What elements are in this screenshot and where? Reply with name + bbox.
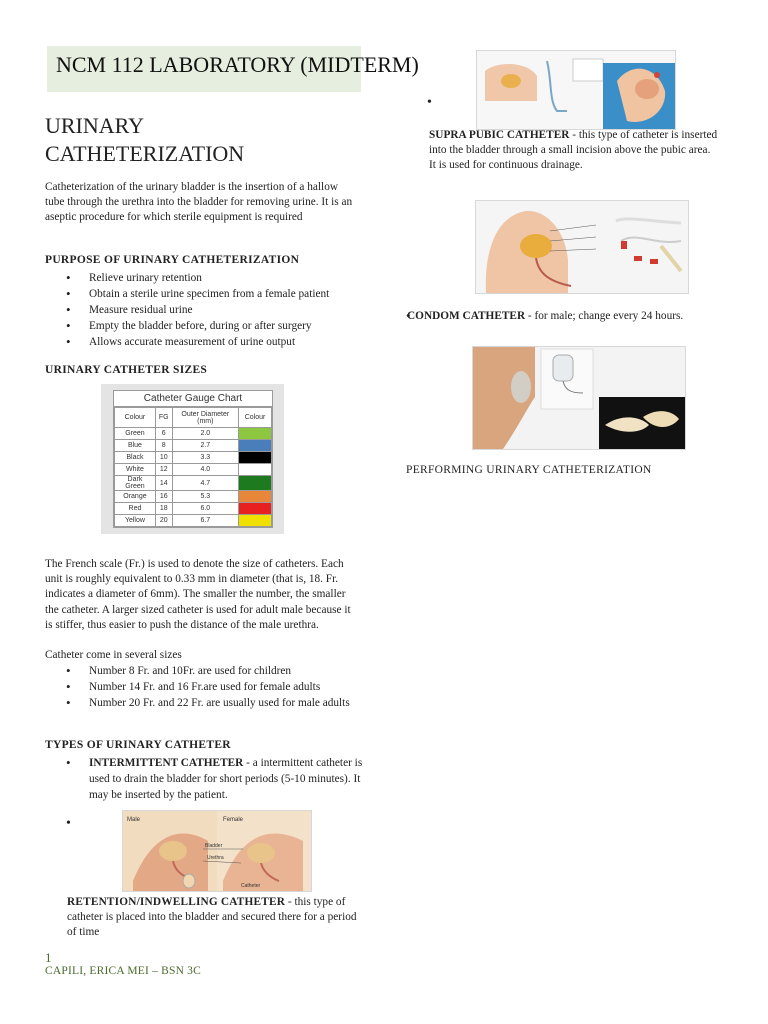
bullet: • (427, 95, 432, 110)
col-header-outer-diameter: Outer Diameter (mm) (172, 408, 238, 428)
cell-outer-diameter: 4.7 (172, 476, 238, 491)
anatomy-image (122, 810, 312, 892)
suprapubic-label: SUPRA PUBIC CATHETER (429, 129, 570, 141)
french-scale-paragraph: The French scale (Fr.) is used to denote the size of catheters. Each unit is roughly equivalent to 0.33 mm in diameter (that is, 18. Fr. indicates a diameter of 6mm). The smaller the number, the smaller the catheter. A larger sized catheter is used for adult male because it is stiffer, thus easier to push the distance of the male urethra. (45, 558, 351, 631)
condom-illustration (473, 347, 685, 449)
list-item: • Allows accurate measurement of urine output (45, 334, 365, 350)
intermittent-item (45, 755, 365, 803)
list-item: • Number 14 Fr. and 16 Fr.are used for female adults (45, 679, 365, 695)
cell-colour-name: Yellow (115, 515, 156, 527)
sizes-intro: Catheter come in several sizes (45, 649, 182, 661)
cell-colour-swatch (239, 476, 272, 491)
intermittent-label: INTERMITTENT CATHETER (89, 757, 244, 769)
list-item: • Number 8 Fr. and 10Fr. are used for children (45, 663, 365, 679)
table-row (115, 491, 272, 503)
cell-colour-swatch (239, 464, 272, 476)
table-row (115, 476, 272, 491)
purpose-list (45, 270, 365, 350)
retention-text: - this type of catheter is placed into the bladder and secured there for a period of time (67, 896, 357, 939)
cell-colour-swatch (239, 491, 272, 503)
condom-text: - for male; change every 24 hours. (525, 310, 684, 322)
bullet: • (66, 816, 71, 831)
cell-outer-diameter: 2.0 (172, 428, 238, 440)
doc-title (45, 112, 244, 168)
cell-fg: 8 (155, 440, 172, 452)
cell-outer-diameter: 2.7 (172, 440, 238, 452)
cell-outer-diameter: 4.0 (172, 464, 238, 476)
cell-colour-swatch (239, 440, 272, 452)
cell-colour-swatch (239, 503, 272, 515)
list-item: • Relieve urinary retention (45, 270, 365, 286)
cell-fg: 6 (155, 428, 172, 440)
retention-item (67, 895, 362, 941)
list-item (385, 308, 719, 324)
gauge-chart-title: Catheter Gauge Chart (114, 391, 272, 407)
cell-fg: 20 (155, 515, 172, 527)
cell-colour-swatch (239, 515, 272, 527)
suprapubic-image (476, 50, 676, 130)
condom-label: CONDOM CATHETER (407, 310, 526, 322)
cell-outer-diameter: 6.0 (172, 503, 238, 515)
footer-author: CAPILI, ERICA MEI – BSN 3C (45, 965, 201, 977)
header-title: NCM 112 LABORATORY (MIDTERM) (56, 52, 419, 77)
sizes-list (45, 663, 365, 711)
suprapubic-text: - this type of catheter is inserted into the bladder through a small incision above the pubic area. It is used for continuous drainage. (429, 129, 718, 172)
retention-label: RETENTION/INDWELLING CATHETER (67, 896, 286, 908)
suprapubic-item (429, 128, 719, 174)
anatomy-label-bladder: Bladder (205, 843, 223, 849)
types-heading: TYPES OF URINARY CATHETER (45, 739, 231, 751)
cell-colour-name: White (115, 464, 156, 476)
cell-fg: 14 (155, 476, 172, 491)
cell-colour-name: Blue (115, 440, 156, 452)
list-item (45, 755, 365, 803)
header-banner (47, 46, 419, 92)
condom-image (472, 346, 686, 450)
performing-heading: PERFORMING URINARY CATHETERIZATION (406, 464, 652, 476)
table-row (115, 464, 272, 476)
cell-colour-name: Green (115, 428, 156, 440)
cell-fg: 10 (155, 452, 172, 464)
cell-fg: 18 (155, 503, 172, 515)
list-item: • Measure residual urine (45, 302, 365, 318)
cell-colour-name: Red (115, 503, 156, 515)
anatomy-label-urethra: Urethra (207, 855, 224, 861)
intro-paragraph: Catheterization of the urinary bladder is the insertion of a hallow tube through the urethra into the bladder for removing urine. It is an aseptic procedure for which sterile equipment is required (45, 181, 353, 224)
list-item: • Obtain a sterile urine specimen from a female patient (45, 286, 365, 302)
cell-colour-swatch (239, 428, 272, 440)
cell-colour-swatch (239, 452, 272, 464)
doc-title-line1: URINARY (45, 113, 145, 138)
sizes-heading: URINARY CATHETER SIZES (45, 364, 208, 376)
cell-outer-diameter: 5.3 (172, 491, 238, 503)
intermittent-text: - a intermittent catheter is used to drain the bladder for short periods (5-10 minutes). It may be inserted by the patient. (89, 757, 363, 801)
anatomy-label-male: Male (127, 817, 141, 823)
table-row (115, 515, 272, 527)
suprapubic-illustration (477, 51, 675, 129)
anatomy-label-catheter: Catheter (241, 883, 261, 889)
col-header-colour: Colour (115, 408, 156, 428)
table-row (115, 428, 272, 440)
cell-colour-name: Black (115, 452, 156, 464)
list-item: • Empty the bladder before, during or after surgery (45, 318, 365, 334)
indwelling-image (475, 200, 689, 294)
condom-item (407, 308, 719, 324)
table-row (115, 440, 272, 452)
anatomy-illustration (123, 811, 311, 891)
page-number: 1 (45, 950, 52, 965)
gauge-table (114, 407, 272, 527)
col-header-swatch: Colour (239, 408, 272, 428)
cell-outer-diameter: 6.7 (172, 515, 238, 527)
cell-fg: 16 (155, 491, 172, 503)
gauge-chart-image (101, 384, 284, 534)
cell-colour-name: Orange (115, 491, 156, 503)
cell-outer-diameter: 3.3 (172, 452, 238, 464)
table-row (115, 503, 272, 515)
cell-fg: 12 (155, 464, 172, 476)
cell-colour-name: Dark Green (115, 476, 156, 491)
doc-title-line2: CATHETERIZATION (45, 141, 245, 166)
list-item: • Number 20 Fr. and 22 Fr. are usually used for male adults (45, 695, 365, 711)
col-header-fg: FG (155, 408, 172, 428)
anatomy-label-female: Female (223, 817, 244, 823)
table-row (115, 452, 272, 464)
purpose-heading: PURPOSE OF URINARY CATHETERIZATION (45, 254, 300, 266)
indwelling-illustration (476, 201, 688, 293)
